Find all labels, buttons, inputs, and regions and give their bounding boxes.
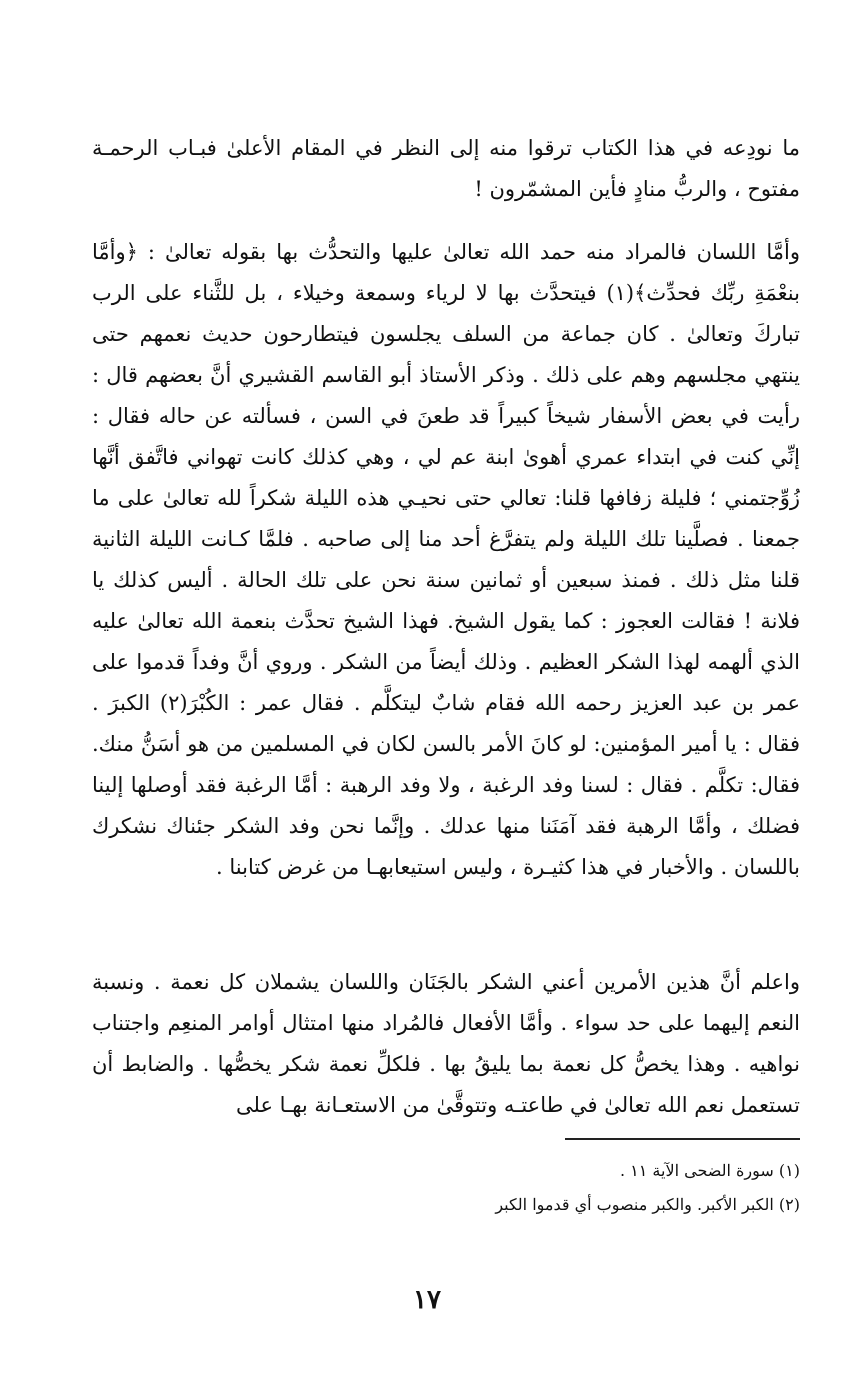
page-number: ١٧ [413, 1285, 441, 1315]
paragraph-3: واعلم أنَّ هذين الأمرين أعني الشكر بالجَنَان واللسان يشملان كل نعمة . ونسبة النعم إليهما على حد سواء . وأمَّا الأفعال فالمُراد منها امتثال أوامر المنعِم واجتناب نواهيه . وهذا يخصُّ كل نعمة بما يليقُ بها . فلكلِّ نعمة شكر يخصُّها . والضابط أن تستعمل نعم الله تعالىٰ في طاعتـه وتتوقَّىٰ من الاستعـانة بهـا على [92, 970, 800, 1117]
footnote-separator [565, 1138, 800, 1140]
footnote-2: (٢) الكبر الأكبر. والكبر منصوب أي قدموا الكبر [495, 1195, 800, 1214]
paragraph-1: ما نودِعه في هذا الكتاب ترقوا منه إلى النظر في المقام الأعلىٰ فبـاب الرحمـة مفتوح ، والربُّ منادٍ فأين المشمّرون ! [92, 136, 800, 201]
footnote-1: (١) سورة الضحى الآية ١١ . [619, 1161, 800, 1180]
footnotes [300, 1154, 800, 1222]
paragraph-2: وأمَّا اللسان فالمراد منه حمد الله تعالىٰ عليها والتحدُّث بها بقوله تعالىٰ : ﴿وأمَّا بنعْمَةِ ربِّك فحدِّث﴾(١) فيتحدَّث بها لا لرياء وسمعة وخيلاء ، بل للثَّناء على الرب تباركَ وتعالىٰ . كان جماعة من السلف يجلسون فيتطارحون حديث نعمهم حتى ينتهي مجلسهم وهم على ذلك . وذكر الأستاذ أبو القاسم القشيري أنَّ بعضهم قال : رأيت في بعض الأسفار شيخاً كبيراً قد طعنَ في السن ، فسألته عن حاله فقال : إنِّي كنت في ابتداء عمري أهوىٰ ابنة عم لي ، وهي كذلك كانت تهواني فاتَّفق أنَّها زُوِّجتمني ؛ فليلة زفافها قلنا: تعالي حتى نحيـي هذه الليلة شكراً لله تعالىٰ على ما جمعنا . فصلَّينا تلك الليلة ولم يتفرَّغ أحد منا إلى صاحبه . فلمَّا كـانت الليلة الثانية قلنا مثل ذلك . فمنذ سبعين أو ثمانين سنة نحن على تلك الحالة . أليس كذلك يا فلانة ! فقالت العجوز : كما يقول الشيخ. فهذا الشيخ تحدَّث بنعمة الله تعالىٰ عليه الذي ألهمه لهذا الشكر العظيم . وذلك أيضاً من الشكر . وروي أنَّ وفداً قدموا على عمر بن عبد العزيز رحمه الله فقام شابٌ ليتكلَّم . فقال عمر : الكُبْرَ(٢) الكبرَ . فقال : يا أمير المؤمنين: لو كانَ الأمر بالسن لكان في المسلمين من هو أسَنُّ منك. فقال: تكلَّم . فقال : لسنا وفد الرغبة ، ولا وفد الرهبة : أمَّا الرغبة فقد أوصلها إلينا فضلك ، وأمَّا الرهبة فقد آمَنَنا منها عدلك . وإنَّما نحن وفد الشكر جئناك نشكرك باللسان . والأخبار في هذا كثيـرة ، وليس استيعابهـا من غرض كتابنا . [92, 240, 800, 879]
